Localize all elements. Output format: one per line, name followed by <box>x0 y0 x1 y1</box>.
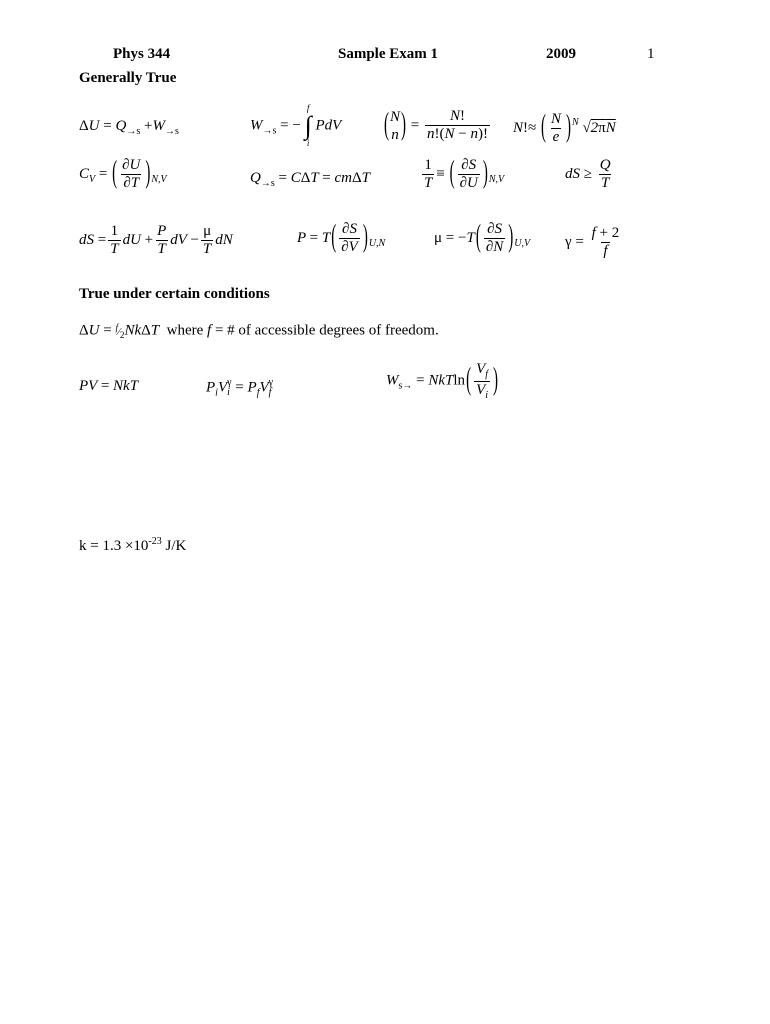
exam-title: Sample Exam 1 <box>338 46 439 62</box>
equation-gamma: γ = $\frac{f + 2}{f}$ <box>565 225 620 259</box>
equation-equipartition: $\Delta U = ^f⁄_2Nk\Delta T$ where f = # of accessible degrees of freedom. <box>79 322 439 340</box>
f-variable: f <box>207 322 212 339</box>
equation-first-law: $\Delta U = Q_{\to s} +W_{\to s}$ <box>79 118 179 137</box>
equation-chemical-potential: μ = −T( $\frac{\partial S}{\partial N}$ )$_{U,V}$ <box>434 220 531 255</box>
equation-thermo-identity: dS = $\frac{1}{T}$ dU + $\frac{P}{T}$ dV − $\frac{\mu}{T}$ dN <box>79 223 233 257</box>
equation-heat: $Q_{\to s} = C\Delta T = cm\Delta T$ <box>250 170 370 189</box>
equation-pressure: P = T( $\frac{\partial S}{\partial V}$ )$_{U,N}$ <box>297 220 386 255</box>
equation-clausius: dS ≥ $\frac{Q}{T}$ <box>565 157 611 191</box>
course-title: Phys 344 <box>113 46 171 62</box>
dof-description: = # of accessible degrees of freedom. <box>214 322 439 339</box>
page-number: 1 <box>647 46 655 62</box>
equation-binomial: ( N n ) = $\frac{N!}{n!(N - n)!}$ <box>384 108 488 143</box>
boltzmann-exponent: -23 <box>148 536 162 547</box>
boltzmann-constant: $k = 1.3 \times 10^{-23}$ J/K <box>79 536 187 554</box>
where-label: where <box>166 322 204 339</box>
equation-isothermal-work: $W_{s\to} = NkTln$( $\frac{V_f}{V_i}$ ) <box>386 361 499 401</box>
exam-year: 2009 <box>546 46 576 62</box>
equation-stirling: N!≈ ( $\frac{N}{e}$ )$^N$ √2πN <box>513 110 616 145</box>
section-generally-true: Generally True <box>79 70 177 86</box>
section-true-under-conditions: True under certain conditions <box>79 286 270 302</box>
equation-heat-capacity: $C_V$ = ( $\frac{\partial U}{\partial T}$ )$_{N,V}$ <box>79 156 167 191</box>
equation-temperature: $\frac{1}{T}$ ≡ ( $\frac{\partial S}{\partial U}$ )$_{N,V}$ <box>424 156 505 191</box>
equation-ideal-gas: PV = NkT <box>79 378 139 394</box>
equation-adiabat: $P_iV$ γ i = $P_fV$ γ f <box>206 377 274 399</box>
equation-work: $W_{\to s}$ = − f ∫ i PdV <box>250 103 342 148</box>
